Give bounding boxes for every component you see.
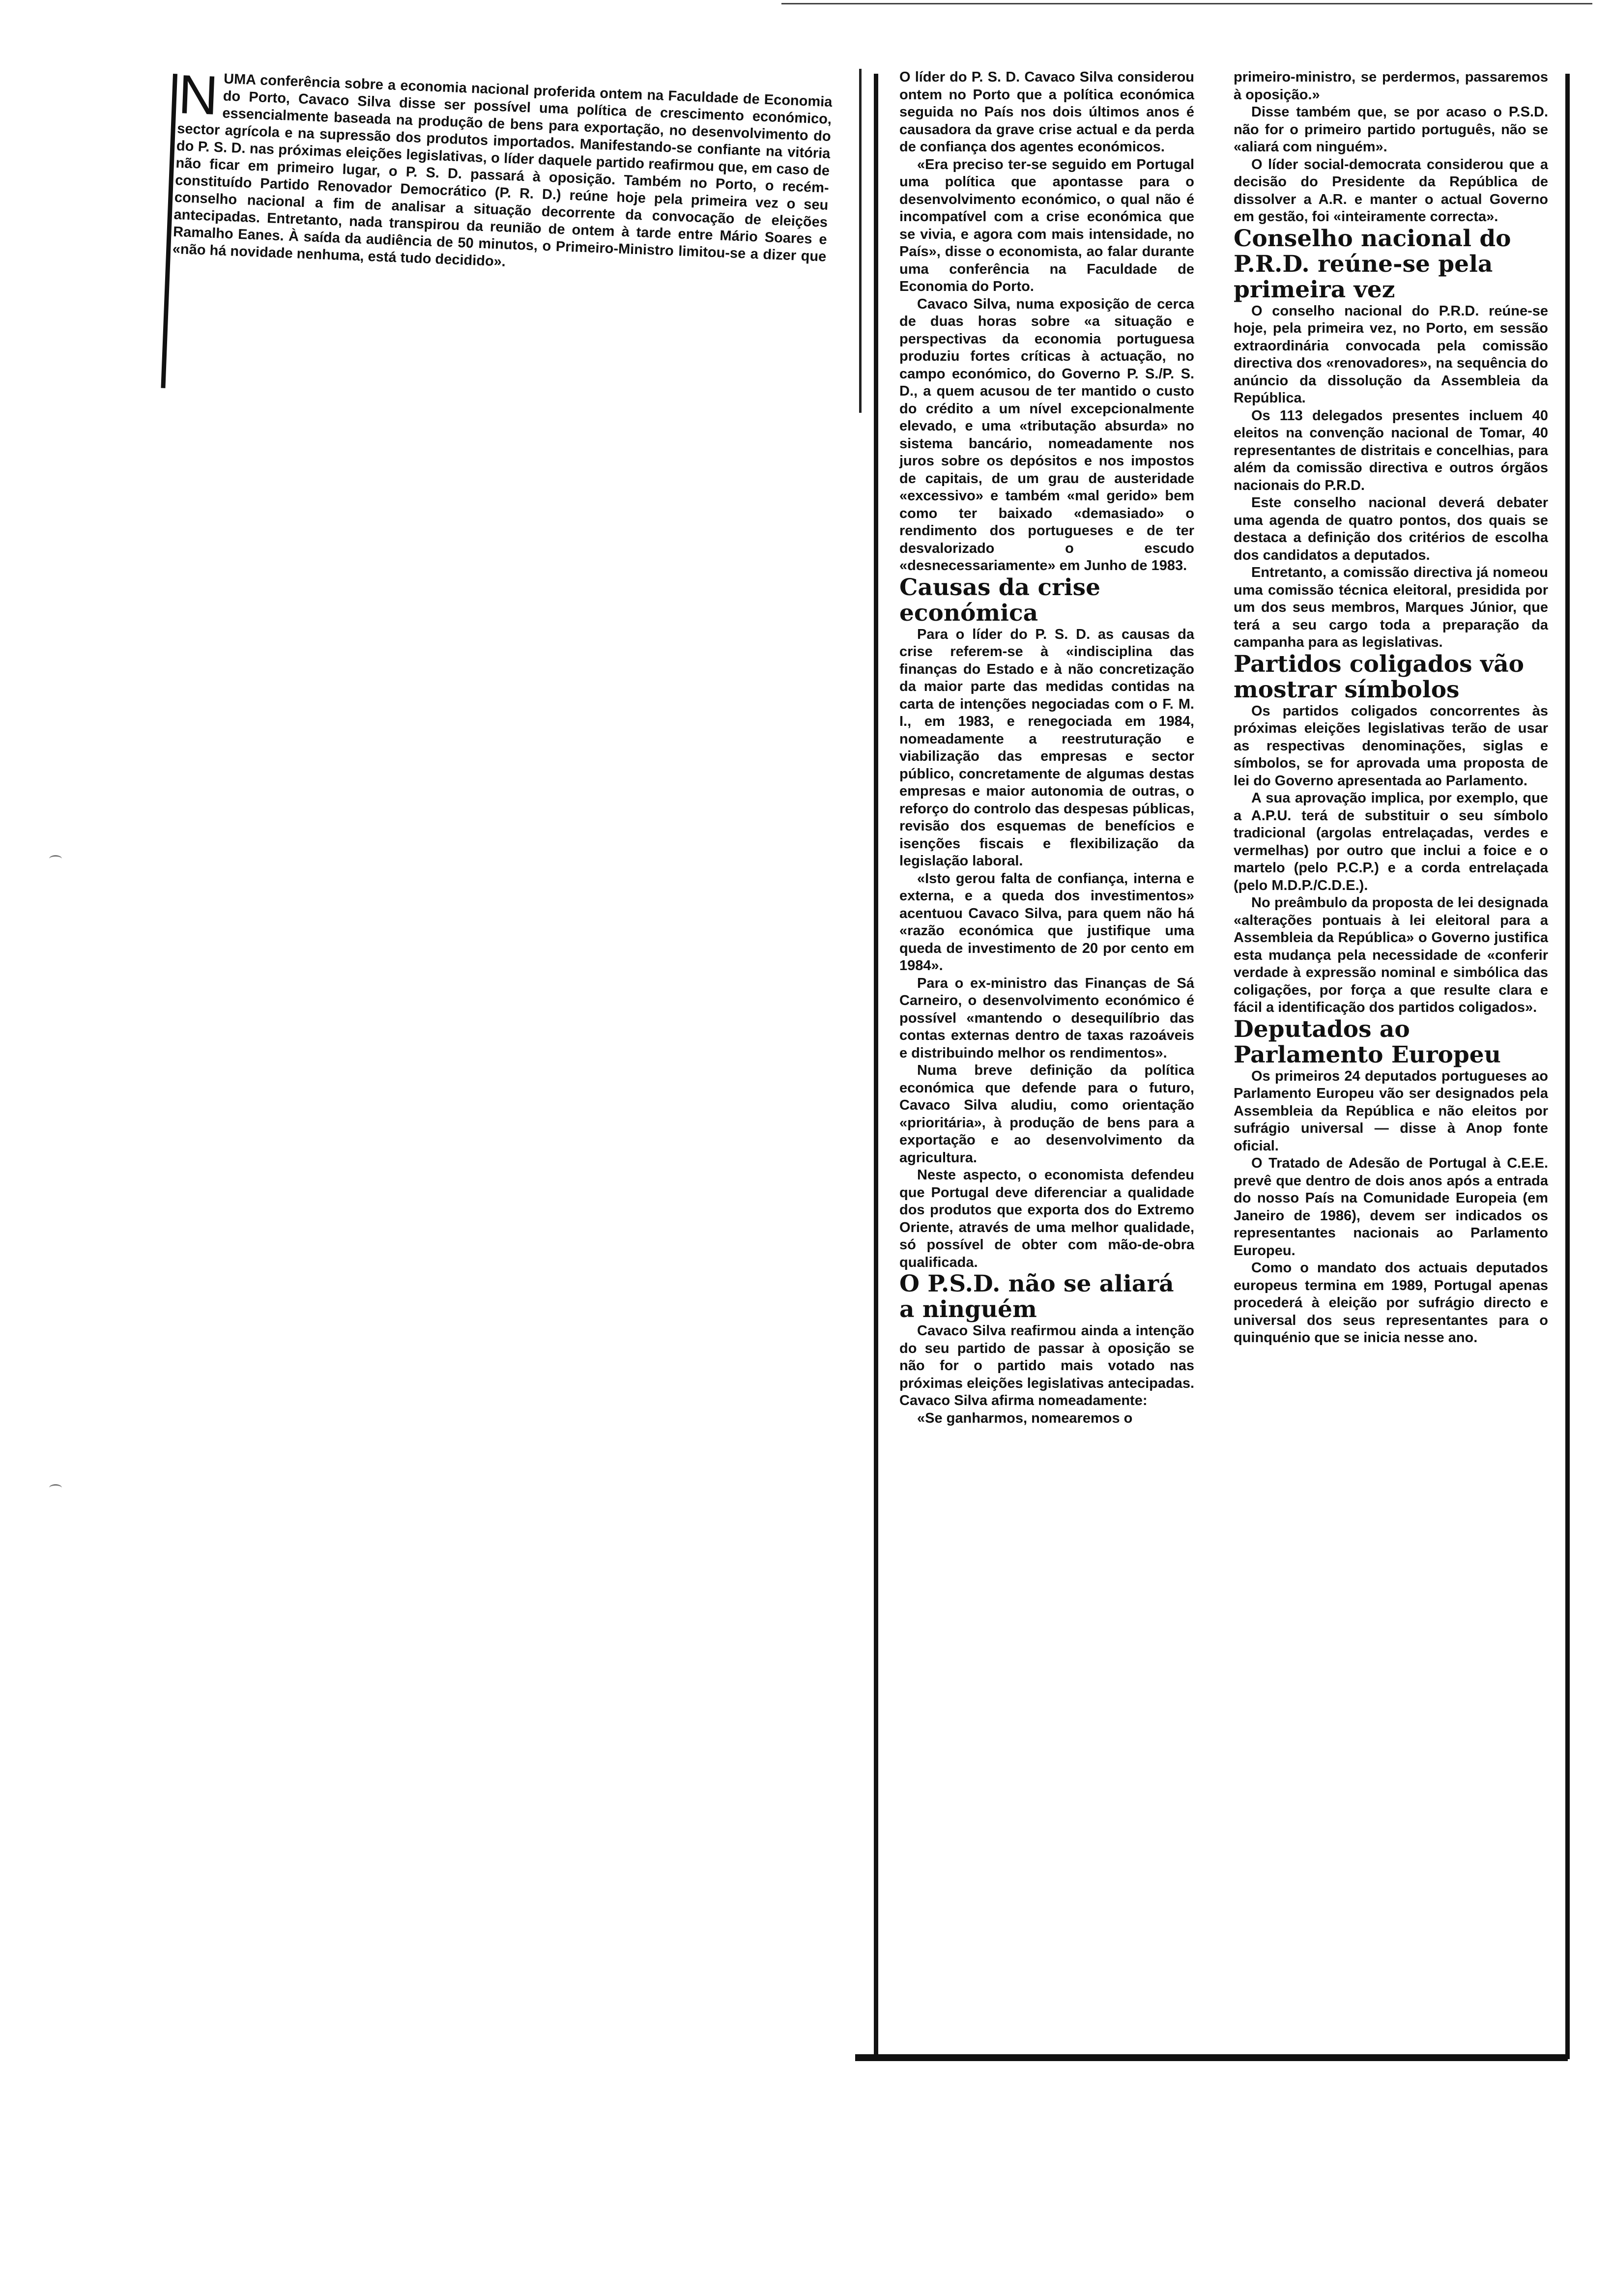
section-heading: Causas da crise económica	[899, 574, 1101, 627]
article-column-2	[1234, 69, 1548, 1347]
paragraph: primeiro-ministro, se perdermos, passaremos à oposição.»	[1234, 69, 1548, 103]
paragraph: Neste aspecto, o economista defendeu que Portugal deve diferenciar a qualidade dos produtos que exporta dos do Extremo Oriente, através de uma melhor qualidade, só possível de obter com mão-de-obra qualificada.	[899, 1167, 1194, 1270]
paragraph: Cavaco Silva reafirmou ainda a intenção do seu partido de passar à oposição se não for o partido mais votado nas próximas eleições legislativas antecipadas. Cavaco Silva afirma nomeadamente:	[899, 1323, 1194, 1408]
paragraph: No preâmbulo da proposta de lei designada «alterações pontuais à lei eleitoral para a Assembleia da República» o Governo justifica esta mudança pela necessidade de «conferir verdade à expressão nominal e simbólica das coligações, por força a que resulte clara e fácil a identificação dos partidos coligados».	[1234, 895, 1548, 1015]
lead-paragraph	[172, 63, 833, 283]
scan-mark	[49, 855, 62, 862]
paragraph: O líder social-democrata considerou que a decisão do Presidente da República de dissolver a A.R. e manter o actual Governo em gestão, foi «inteiramente correcta».	[1234, 156, 1548, 225]
article-frame-right-rule	[1565, 74, 1570, 2059]
scan-mark	[49, 1484, 62, 1492]
paragraph: Cavaco Silva, numa exposição de cerca de duas horas sobre «a situação e perspectivas da economia portuguesa produziu fortes críticas à actuação, no campo económico, do Governo P. S./P. S. D., a quem acusou de ter mantido o custo do crédito a um nível excepcionalmente elevado, e uma «tributação absurda» no sistema bancário, nomeadamente nos juros sobre os depósitos e nos impostos de capitais, de um grau de austeridade «excessivo» e também «mal gerido» bem como ter baixado «demasiado» o rendimento dos portugueses e de ter desvalorizado o escudo «desnecessariamente» em Junho de 1983.	[899, 296, 1194, 574]
paragraph: Disse também que, se por acaso o P.S.D. não for o primeiro partido português, não se «aliará com ninguém».	[1234, 104, 1548, 155]
paragraph: Numa breve definição da política económica que defende para o futuro, Cavaco Silva aludiu, como orientação «prioritária», à produção de bens para a exportação e ao desenvolvimento da agricultura.	[899, 1062, 1194, 1166]
article-frame-left-rule	[874, 74, 878, 2059]
paragraph: Entretanto, a comissão directiva já nomeou uma comissão técnica eleitoral, presidida por um dos seus membros, Marques Júnior, que terá a seu cargo toda a preparação da campanha para as legislativas.	[1234, 565, 1548, 650]
drop-cap: N	[177, 63, 220, 127]
paragraph: A sua aprovação implica, por exemplo, que a A.P.U. terá de substituir o seu símbolo tradicional (argolas entrelaçadas, verdes e vermelhas) por outro que inclui a foice e o martelo (pelo P.C.P.) e a corda entrelaçada (pelo M.D.P./C.D.E.).	[1234, 790, 1548, 893]
paragraph: «Isto gerou falta de confiança, interna e externa, e a queda dos investimentos» acentuou Cavaco Silva, para quem não há «razão económica que justifique uma queda de investimento de 20 por cento em 1984».	[899, 870, 1194, 974]
paragraph: «Era preciso ter-se seguido em Portugal uma política que apontasse para o desenvolvimento económico, o qual não é incompatível com a crise económica que se vivia, e agora com mais intensidade, no País», disse o economista, ao falar durante uma conferência na Faculdade de Economia do Porto.	[899, 156, 1194, 294]
section-heading: O P.S.D. não se aliará a ninguém	[899, 1270, 1174, 1323]
lead-text: UMA conferência sobre a economia nacional proferida ontem na Faculdade de Economia do Porto, Cavaco Silva disse ser possível uma política de crescimento económico, essencialmente baseada na produção de bens para exportação, no desenvolvimento do sector agrícola e na supressão dos produtos importados. Manifestando-se confiante na vitória do P. S. D. nas próximas eleições legislativas, o líder daquele partido reafirmou que, em caso de não ficar em primeiro lugar, o P. S. D. passará à oposição. Também no Porto, o recém-constituído Partido Renovador Democrático (P. R. D.) reúne hoje pela primeira vez o seu conselho nacional a fim de analisar a situação decorrente da convocação de eleições antecipadas. Entretanto, nada transpirou da reunião de ontem à tarde entre Mário Soares e Ramalho Eanes. À saída da audiência de 50 minutos, o Primeiro-Ministro limitou-se a dizer que «não há novidade nenhuma, está tudo decidido».	[172, 71, 833, 270]
paragraph: Este conselho nacional deverá debater uma agenda de quatro pontos, dos quais se destaca a definição dos critérios de escolha dos candidatos a deputados.	[1234, 495, 1548, 563]
paragraph: Os partidos coligados concorrentes às próximas eleições legislativas terão de usar as respectivas denominações, siglas e símbolos, se for aprovada uma proposta de lei do Governo apresentada ao Parlamento.	[1234, 703, 1548, 789]
paragraph: Para o líder do P. S. D. as causas da crise referem-se à «indisciplina das finanças do Estado e à não concretização da maior parte das medidas contidas na carta de intenções negociadas com o F. M. I., em 1983, e renegociada em 1984, nomeadamente a reestruturação e viabilização das empresas e sector público, concretamente de algumas destas empresas e maior autonomia de outras, o reforço do controlo das despesas públicas, revisão dos esquemas de benefícios e isenções fiscais e flexibilização da legislação laboral.	[899, 626, 1194, 869]
paragraph: O conselho nacional do P.R.D. reúne-se hoje, pela primeira vez, no Porto, em sessão extraordinária convocada pela comissão directiva dos «renovadores», na sequência do anúncio da dissolução da Assembleia da República.	[1234, 303, 1548, 406]
section-heading: Partidos coligados vão mostrar símbolos	[1234, 650, 1525, 703]
article-column-1	[899, 69, 1194, 1427]
paragraph: «Se ganharmos, nomearemos o	[917, 1410, 1133, 1426]
paragraph: Os 113 delegados presentes incluem 40 eleitos na convenção nacional de Tomar, 40 representantes de distritais e concelhias, para além da comissão directiva e outros órgãos nacionais do P.R.D.	[1234, 407, 1548, 493]
lead-right-rule	[859, 69, 862, 413]
section-heading: Conselho nacional do P.R.D. reúne-se pela primeira vez	[1234, 225, 1511, 303]
paragraph: Como o mandato dos actuais deputados europeus termina em 1989, Portugal apenas procederá à eleição por sufrágio directo e universal dos seus representantes para o quinquénio que se inicia nesse ano.	[1234, 1260, 1548, 1346]
section-heading: Deputados ao Parlamento Europeu	[1234, 1015, 1501, 1068]
paragraph: O líder do P. S. D. Cavaco Silva considerou ontem no Porto que a política económica seguida no País nos dois últimos anos é causadora da grave crise actual e da perda de confiança dos agentes económicos.	[899, 69, 1194, 155]
top-edge-rule	[781, 3, 1592, 4]
paragraph: Os primeiros 24 deputados portugueses ao Parlamento Europeu vão ser designados pela Assembleia da República e não eleitos por sufrágio universal — disse à Anop fonte oficial.	[1234, 1068, 1548, 1154]
paragraph: Para o ex-ministro das Finanças de Sá Carneiro, o desenvolvimento económico é possível «mantendo o desequilíbrio das contas externas dentro de taxas razoáveis e distribuindo melhor os rendimentos».	[899, 975, 1194, 1061]
article-frame-bottom-rule	[855, 2054, 1568, 2061]
paragraph: O Tratado de Adesão de Portugal à C.E.E. prevê que dentro de dois anos após a entrada do nosso País na Comunidade Europeia (em Janeiro de 1986), devem ser indicados os representantes nacionais ao Parlamento Europeu.	[1234, 1155, 1548, 1259]
